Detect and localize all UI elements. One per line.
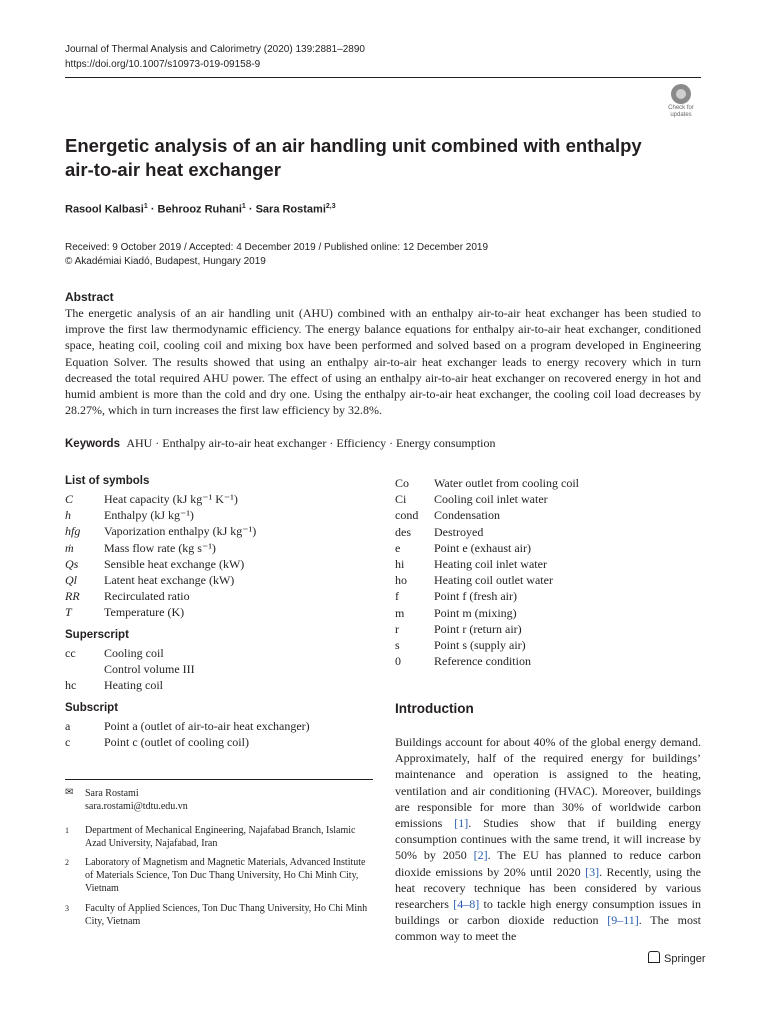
symbol-description: Heating coil outlet water [434, 573, 553, 588]
symbol-row [395, 507, 500, 523]
journal-citation: Journal of Thermal Analysis and Calorimetry (2020) 139:2881–2890 [65, 44, 365, 55]
affiliation-text: Department of Mechanical Engineering, Najafabad Branch, Islamic Azad University, Najafabad, Iran [85, 825, 356, 849]
citation-link[interactable]: [4–8] [453, 897, 480, 912]
symbol-description: Control volume III [104, 662, 195, 677]
symbol-description: Recirculated ratio [104, 589, 190, 604]
symbol-row [65, 604, 184, 620]
symbol-description: Sensible heat exchange (kW) [104, 556, 245, 571]
symbol-row [395, 637, 526, 653]
symbol: cond [395, 508, 419, 523]
author-list [65, 203, 336, 216]
symbol: f [395, 589, 399, 604]
symbol: s [395, 638, 400, 652]
symbol-description: Heat capacity (kJ kg⁻¹ K⁻¹) [104, 492, 238, 506]
symbol-row [395, 572, 553, 588]
copyright-line: © Akadémiai Kiadó, Budapest, Hungary 2019 [65, 256, 266, 267]
keywords-text: AHU · Enthalpy air-to-air heat exchanger · Efficiency · Energy consumption [126, 436, 496, 450]
author-name[interactable]: Behrooz Ruhani [157, 203, 242, 216]
citation-link[interactable]: [3] [585, 864, 600, 879]
symbols-heading: List of symbols [65, 475, 150, 487]
symbol-row [65, 491, 238, 507]
symbol-description: Destroyed [434, 524, 484, 539]
journal-doi[interactable]: https://doi.org/10.1007/s10973-019-09158-9 [65, 59, 261, 70]
affiliation-text: Laboratory of Magnetism and Magnetic Materials, Advanced Institute of Materials Science, Ton Duc Thang University, Ho Chi Minh City, Vietnam [85, 857, 366, 894]
author-name[interactable]: Sara Rostami [255, 203, 326, 216]
author-affil-sup: 1 [241, 203, 246, 210]
symbol: hc [65, 678, 77, 693]
citation-link[interactable]: [9–11] [607, 913, 639, 928]
symbol: a [65, 719, 71, 733]
symbol-row [395, 556, 547, 572]
symbol: C [65, 492, 74, 506]
symbol-description: Heating coil inlet water [434, 557, 547, 571]
correspondence-email[interactable]: sara.rostami@tdtu.edu.vn [85, 801, 188, 812]
springer-horse-icon [648, 951, 660, 963]
citation-link[interactable]: [2] [473, 848, 488, 863]
symbol-description: Condensation [434, 508, 500, 523]
check-updates-icon [671, 84, 691, 104]
symbol-description: Point s (supply air) [434, 638, 526, 652]
symbol-row [395, 588, 517, 604]
symbol-description: Enthalpy (kJ kg⁻¹) [104, 508, 194, 523]
intro-segment: . The most common way to meet the [395, 913, 701, 944]
symbol-row [65, 523, 256, 539]
abstract-heading: Abstract [65, 290, 114, 304]
paper-title: Energetic analysis of an air handling unit combined with enthalpy air-to-air heat exchanger [65, 135, 642, 180]
symbol-description: Point e (exhaust air) [434, 540, 531, 555]
symbol-row [65, 507, 194, 523]
symbol-description: Vaporization enthalpy (kJ kg⁻¹) [104, 524, 257, 539]
author-affil-sup: 2,3 [325, 203, 336, 210]
header-rule [65, 77, 701, 78]
symbol-description: Point f (fresh air) [434, 589, 517, 604]
symbol: ho [395, 573, 407, 588]
intro-segment: . The EU has planned to reduce carbon dioxide emissions by 20% until 2020 [395, 848, 702, 879]
intro-segment: to tackle high energy consumption issues in buildings or carbon dioxide reduction [395, 897, 701, 928]
symbol-description: Temperature (K) [104, 605, 185, 620]
symbol-row [395, 524, 483, 540]
journal-header [65, 42, 365, 72]
symbol-row [395, 605, 517, 621]
symbol-row [65, 540, 216, 556]
symbol: T [65, 605, 72, 620]
introduction-heading: Introduction [395, 701, 474, 716]
check-for-updates-badge[interactable] [661, 84, 701, 122]
citation-link[interactable]: [1] [454, 816, 469, 831]
symbol: hfg [65, 524, 81, 539]
badge-line1: Check for [668, 105, 694, 111]
envelope-icon: ✉ [65, 787, 74, 798]
symbol-row [65, 734, 249, 750]
symbol-row [65, 588, 190, 604]
symbol-description: Cooling coil [104, 646, 164, 660]
symbol-description: Mass flow rate (kg s⁻¹) [104, 540, 216, 555]
introduction-text [395, 734, 701, 945]
symbol: r [395, 621, 399, 636]
correspondence-name: Sara Rostami [85, 788, 139, 799]
symbol: m [395, 605, 405, 620]
abstract-text: The energetic analysis of an air handling unit (AHU) combined with an enthalpy air-to-air heat exchanger has been studied to improve the first law thermodynamic efficiency. The energy balance equations for enthalpy air-to-air heat exchanger, conditioned space, heating coil, cooling coil and mixing box have been performed and solved based on a program developed in Engineering Equation Solver. The results showed that using an enthalpy air-to-air heat exchanger leads to energy recovery which in turn decreased the total required AHU power. The effect of using an enthalpy air-to-air heat exchanger on recovered energy in hot and humid ambient is more than the cold and dry one. Using the enthalpy air-to-air heat exchanger, the cooling coil load decreases by 28.27%, which in turn increases the first law efficiency by 32.8%. [65, 306, 701, 418]
symbol-row [65, 718, 310, 734]
symbol: des [395, 524, 411, 539]
author-separator: · [147, 203, 158, 216]
symbol-row [395, 540, 531, 556]
affiliation-text: Faculty of Applied Sciences, Ton Duc Thang University, Ho Chi Minh City, Vietnam [85, 903, 368, 927]
symbol-row [395, 491, 548, 507]
symbol-row [65, 661, 195, 677]
symbol-row [65, 556, 244, 572]
author-affil-sup: 1 [143, 203, 148, 210]
symbol-description: Point c (outlet of cooling coil) [104, 735, 249, 750]
symbol-description: Point m (mixing) [434, 605, 517, 620]
symbol-row [395, 653, 531, 669]
symbol: hi [395, 557, 405, 571]
symbol: RR [65, 589, 80, 604]
affiliation-number: 2 [65, 858, 69, 867]
intro-segment: . Recently, using the heat recovery technique has been considered by various researchers [395, 864, 701, 912]
symbol-description: Point r (return air) [434, 621, 522, 636]
symbol: 0 [395, 654, 401, 669]
symbol: ṁ [65, 540, 74, 555]
dates-line: Received: 9 October 2019 / Accepted: 4 December 2019 / Published online: 12 December 2019 [65, 242, 489, 253]
keywords [65, 436, 496, 451]
symbol-row [395, 475, 579, 491]
footnote-rule [65, 779, 373, 780]
symbol: Qs [65, 556, 79, 571]
author-name[interactable]: Rasool Kalbasi [65, 203, 144, 216]
badge-line2: updates [670, 112, 692, 118]
intro-segment: Buildings account for about 40% of the global energy demand. Approximately, half of the required energy for buildings’ maintenance and operation is assigned to the heating, ventilation and air conditioning (HVAC). Moreover, buildings are responsible for more than 30% of worldwide carbon emissions [395, 735, 701, 831]
symbol-row [65, 677, 163, 693]
affiliation-number: 3 [65, 904, 69, 913]
symbol-description: Cooling coil inlet water [434, 492, 548, 507]
symbol-description: Water outlet from cooling coil [434, 476, 579, 490]
symbol: Ql [65, 573, 77, 587]
symbol-row [395, 621, 522, 637]
publisher-logo [648, 951, 706, 965]
author-separator: · [245, 203, 256, 216]
symbol: cc [65, 646, 76, 660]
correspondence [65, 787, 375, 815]
superscript-heading: Superscript [65, 629, 129, 641]
symbol-description: Point a (outlet of air-to-air heat exchanger) [104, 719, 310, 733]
symbol: Ci [395, 492, 407, 507]
symbol: Co [395, 476, 410, 490]
subscript-heading: Subscript [65, 702, 119, 714]
symbol-row [65, 572, 234, 588]
symbol-row [65, 645, 164, 661]
affiliation-number: 1 [65, 826, 69, 835]
symbol-description: Heating coil [104, 678, 163, 693]
symbol-description: Reference condition [434, 654, 531, 669]
publisher-name: Springer [664, 953, 706, 965]
symbol: c [65, 735, 71, 750]
publication-dates [65, 241, 488, 269]
symbol: e [395, 540, 401, 555]
symbol: h [65, 508, 71, 523]
keywords-label: Keywords [65, 438, 120, 450]
symbol-description: Latent heat exchange (kW) [104, 573, 235, 587]
intro-segment: . Studies show that if building energy consumption continues with the same trend, it will increase by 50% by 2050 [395, 816, 701, 863]
